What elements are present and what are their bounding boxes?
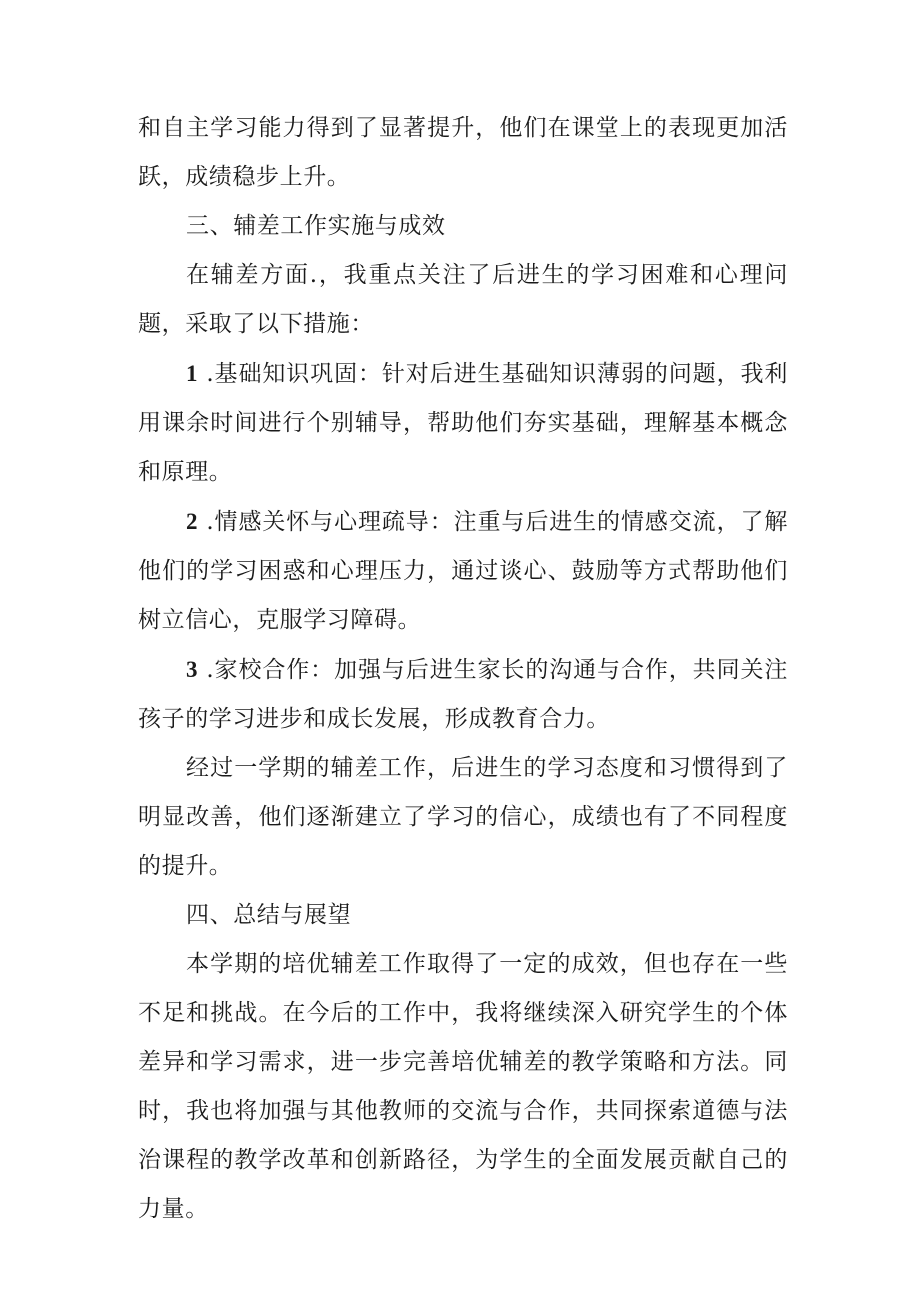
body-paragraph: 本学期的培优辅差工作取得了一定的成效，但也存在一些不足和挑战。在今后的工作中，我将继续深入研究学生的个体差异和学习需求，进一步完善培优辅差的教学策略和方法。同时，我也将加强与其他教师的交流与合作，共同探索道德与法治课程的教学改革和创新路径，为学生的全面发展贡献自己的力量。 [138,951,788,1222]
body-paragraph: 经过一学期的辅差工作，后进生的学习态度和习惯得到了明显改善，他们逐渐建立了学习的信心，成绩也有了不同程度的提升。 [138,755,788,879]
list-item-text: .家校合作：加强与后进生家长的沟通与合作，共同关注孩子的学习进步和成长发展，形成教育合力。 [138,657,788,732]
document-body [138,104,788,1234]
list-item-3 [138,645,788,744]
list-item-text: .基础知识巩固：针对后进生基础知识薄弱的问题，我利用课余时间进行个别辅导，帮助他们夯实基础，理解基本概念和原理。 [138,361,788,485]
section-heading-3: 三、辅差工作实施与成效 [186,213,446,239]
list-item-number: 1 [186,361,199,386]
body-paragraph: 在辅差方面.，我重点关注了后进生的学习困难和心理问题，采取了以下措施： [138,262,788,337]
continuation-paragraph: 和自主学习能力得到了显著提升，他们在课堂上的表现更加活跃，成绩稳步上升。 [138,115,788,190]
list-item-2 [138,497,788,645]
list-item-text: .情感关怀与心理疏导：注重与后进生的情感交流，了解他们的学习困惑和心理压力，通过谈心、鼓励等方式帮助他们树立信心，克服学习障碍。 [138,509,788,633]
list-item-1 [138,349,788,497]
list-item-number: 2 [186,509,199,534]
list-item-number: 3 [186,657,199,682]
section-heading-4: 四、总结与展望 [186,902,352,928]
